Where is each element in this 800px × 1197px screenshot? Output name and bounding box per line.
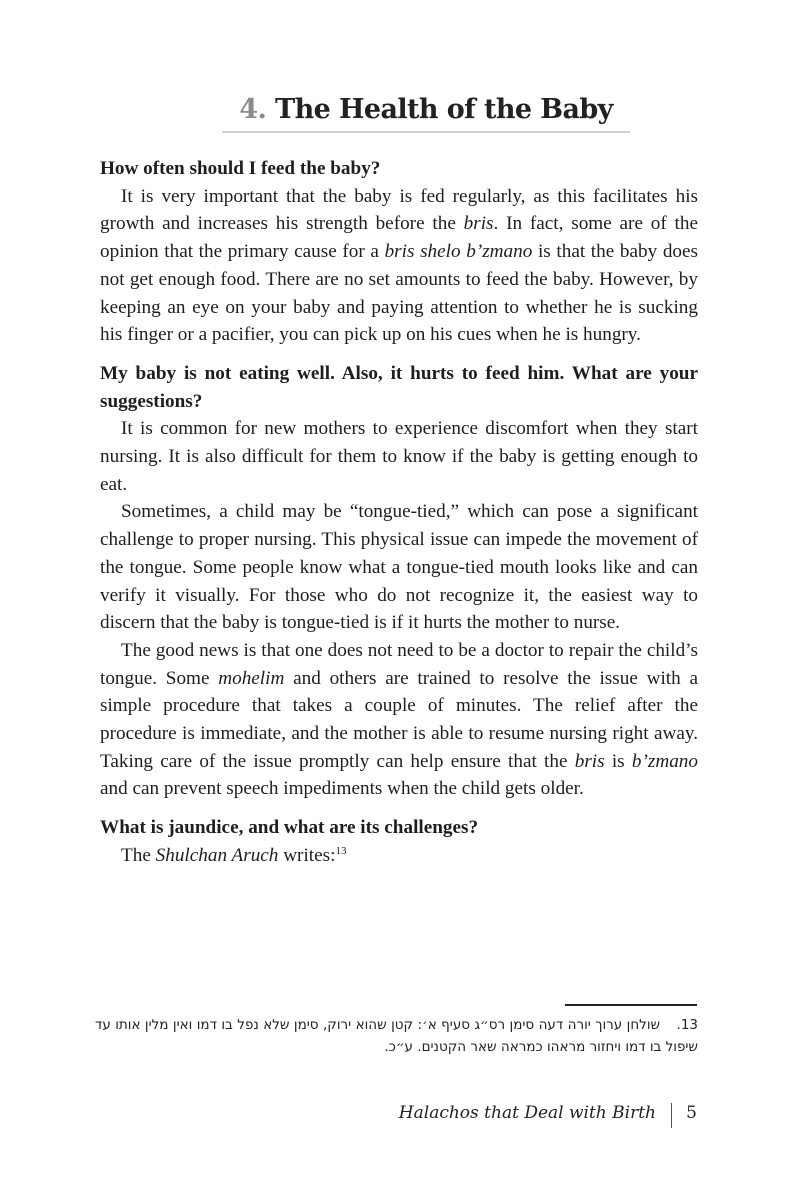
- text-run: writes:: [278, 844, 336, 866]
- body-text: [100, 155, 698, 870]
- chapter-number: 4.: [239, 94, 267, 125]
- italic-term: bris shelo b’zmano: [384, 241, 533, 263]
- text-run: Sometimes, a child may be “tongue-tied,” which can pose a significant challenge to proper nursing. This physical issue can impede the movement of the tongue. Some people know what a tongue-tied mouth looks like and can verify it visually. For those who do not recognize it, the easiest way to discern that the baby is tongue-tied is if it hurts the mother to nurse.: [100, 501, 698, 634]
- italic-term: b’zmano: [631, 750, 698, 772]
- footnote-text: שולחן ערוך יורה דעה סימן רס״ג סעיף א׳: קטן שהוא ירוק, סימן שלא נפל בו דמו ואין מלין אותו עד שיפול בו דמו ויחזור מראהו כמראה שאר הקטנים. ע״כ.: [95, 1017, 698, 1055]
- text-run: is that the baby does not get enough food. There are no set amounts to feed the baby. However, by keeping an eye on your baby and paying attention to whether he is sucking his finger or a pacifier, you can pick up on his cues when he is hungry.: [100, 241, 698, 346]
- text-run: and can prevent speech impediments when the child gets older.: [100, 778, 584, 800]
- text-run: The: [121, 844, 156, 866]
- section-question: What is jaundice, and what are its challenges?: [100, 817, 479, 839]
- page-footer: [400, 1100, 700, 1130]
- text-run: It is common for new mothers to experience discomfort when they start nursing. It is also difficult for them to know if the baby is getting enough to eat.: [100, 418, 698, 495]
- text-run: The good news is that one does not need to be a doctor to repair the child’s tongue. Some: [100, 639, 698, 689]
- text-run: and others are trained to resolve the issue with a simple procedure that takes a couple of minutes. The relief after the procedure is immediate, and the mother is able to resume nursing right away. Taking care of the issue promptly can help ensure that the: [100, 667, 698, 772]
- section-question: How often should I feed the baby?: [100, 158, 381, 179]
- chapter-heading: [222, 90, 630, 130]
- footer-divider: [671, 1103, 673, 1128]
- text-run: is: [604, 750, 632, 772]
- body-paragraph: [100, 183, 698, 349]
- footnote: [95, 1014, 698, 1058]
- italic-term: mohelim: [218, 667, 285, 689]
- running-title: Halachos that Deal with Birth: [398, 1103, 656, 1123]
- heading-rule: [222, 131, 630, 133]
- page-number: 5: [686, 1103, 697, 1123]
- chapter-title: The Health of the Baby: [275, 94, 613, 125]
- text-run: It is very important that the baby is fed regularly, as this facilitates his growth and increases his strength before the: [100, 185, 698, 235]
- italic-term: bris: [574, 750, 605, 772]
- footnote-reference[interactable]: 13: [335, 844, 347, 857]
- footnote-rule: [565, 1004, 697, 1006]
- footnote-number: 13.: [676, 1017, 698, 1033]
- body-paragraph: [100, 415, 698, 498]
- italic-term: Shulchan Aruch: [155, 844, 279, 866]
- section-question: My baby is not eating well. Also, it hurts to feed him. What are your suggestions?: [100, 362, 698, 412]
- text-run: . In fact, some are of the opinion that the primary cause for a: [100, 213, 698, 263]
- body-paragraph: [100, 842, 698, 870]
- body-paragraph: [100, 498, 698, 637]
- body-paragraph: [100, 637, 698, 803]
- italic-term: bris: [463, 213, 494, 235]
